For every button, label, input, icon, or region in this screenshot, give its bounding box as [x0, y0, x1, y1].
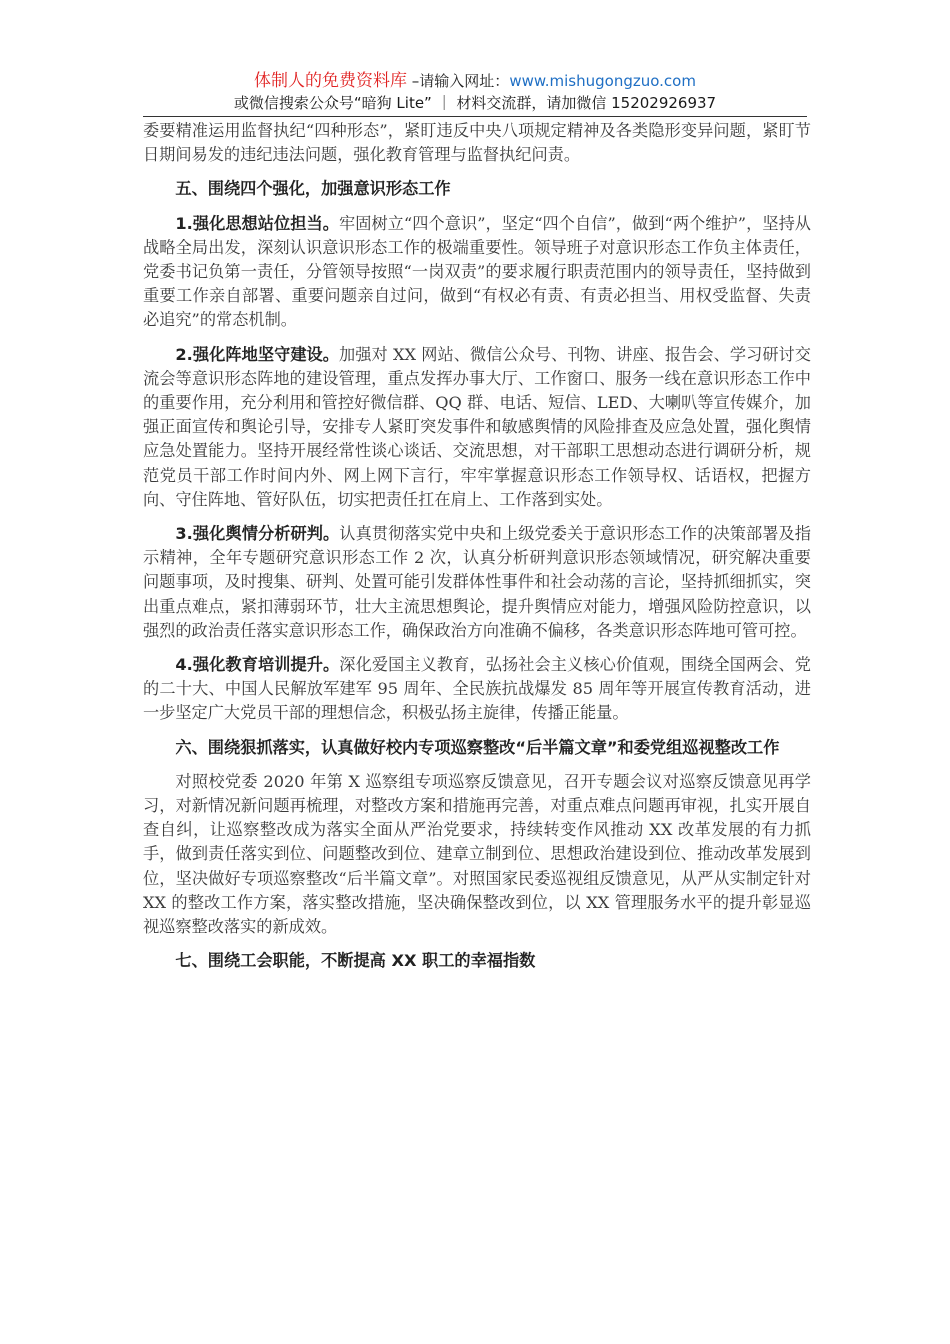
- item-text: 认真贯彻落实党中央和上级党委关于意识形态工作的决策部署及指示精神，全年专题研究意识形态工作 2 次，认真分析研判意识形态领域情况，研究解决重要问题事项，及时搜集、研判、处置可能引发群体性事件和社会动荡的言论，坚持抓细抓实，突出重点难点，紧扣薄弱环节，壮大主流思想舆论，提升舆情应对能力，增强风险防控意识，以强烈的政治责任落实意识形态工作，确保政治方向准确不偏移，各类意识形态阵地可管可控。: [143, 524, 811, 640]
- item-lead: 3.强化舆情分析研判。: [175, 524, 340, 544]
- section-5-heading: 五、围绕四个强化，加强意识形态工作: [175, 179, 451, 199]
- item-lead: 4.强化教育培训提升。: [175, 655, 340, 675]
- item-text: 牢固树立“四个意识”，坚定“四个自信”，做到“两个维护”，坚持从战略全局出发，深刻认识意识形态工作的极端重要性。领导班子对意识形态工作负主体责任，党委书记负第一责任，分管领导按照“一岗双责”的要求履行职责范围内的领导责任，坚持做到重要工作亲自部署、重要问题亲自过问，做到“有权必有责、有责必担当、用权受监督、失责必追究”的常态机制。: [143, 213, 811, 330]
- intro-paragraph: 委要精准运用监督执纪“四种形态”，紧盯违反中央八项规定精神及各类隐形变异问题，紧盯节日期间易发的违纪违法问题，强化教育管理与监督执纪问责。: [143, 121, 811, 165]
- item-lead: 2.强化阵地坚守建设。: [175, 344, 340, 364]
- section-5-item-2: [143, 343, 811, 512]
- section-6-paragraph: 对照校党委 2020 年第 X 巡察组专项巡察反馈意见，召开专题会议对巡察反馈意见再学习，对新情况新问题再梳理，对整改方案和措施再完善，对重点难点问题再审视，扎实开展自查自纠，让巡察整改成为落实全面从严治党要求，持续转变作风推动 XX 改革发展的有力抓手，做到责任落实到位、问题整改到位、建章立制到位、思想政治建设到位、推动改革发展到位，坚决做好专项巡察整改“后半篇文章”。对照国家民委巡视组反馈意见，从严从实制定针对 XX 的整改工作方案，落实整改措施，坚决确保整改到位，以 XX 管理服务水平的提升彰显巡视巡察整改落实的新成效。: [143, 771, 811, 937]
- header-line-2: 或微信搜索公众号“暗狗 Lite” ｜ 材料交流群，请加微信 15202926937: [233, 94, 717, 112]
- website-link[interactable]: www.mishugongzuo.com: [509, 72, 696, 90]
- section-5-item-1: [143, 212, 811, 333]
- page-header-banner: [143, 70, 807, 114]
- brand-title: 体制人的免费资料库: [254, 71, 408, 91]
- url-prompt: –请输入网址：: [407, 72, 510, 90]
- header-divider: [143, 116, 807, 117]
- section-5-item-3: [143, 522, 811, 643]
- item-lead: 1.强化思想站位担当。: [175, 213, 339, 233]
- section-7-heading: 七、围绕工会职能，不断提高 XX 职工的幸福指数: [175, 951, 536, 971]
- document-body: [143, 119, 811, 984]
- section-5-item-4: [143, 653, 811, 726]
- header-line-1: [143, 70, 807, 92]
- section-6-heading: 六、围绕狠抓落实，认真做好校内专项巡察整改“后半篇文章”和委党组巡视整改工作: [175, 737, 780, 757]
- item-text: 深化爱国主义教育，弘扬社会主义核心价值观，围绕全国两会、党的二十大、中国人民解放军建军 95 周年、全民族抗战爆发 85 周年等开展宣传教育活动，进一步坚定广大党员干部的理想信念，积极弘扬主旋律，传播正能量。: [143, 655, 811, 723]
- item-text: 加强对 XX 网站、微信公众号、刊物、讲座、报告会、学习研讨交流会等意识形态阵地的建设管理，重点发挥办事大厅、工作窗口、服务一线在意识形态工作中的重要作用，充分利用和管控好微信群、QQ 群、电话、短信、LED、大喇叭等宣传媒介，加强正面宣传和舆论引导，安排专人紧盯突发事件和敏感舆情的风险排查及应急处置，强化舆情应急处置能力。坚持开展经常性谈心谈话、交流思想，对干部职工思想动态进行调研分析，规范党员干部工作时间内外、网上网下言行，牢牢掌握意识形态工作领导权、话语权，把握方向、守住阵地、管好队伍，切实把责任扛在肩上、工作落到实处。: [143, 344, 811, 509]
